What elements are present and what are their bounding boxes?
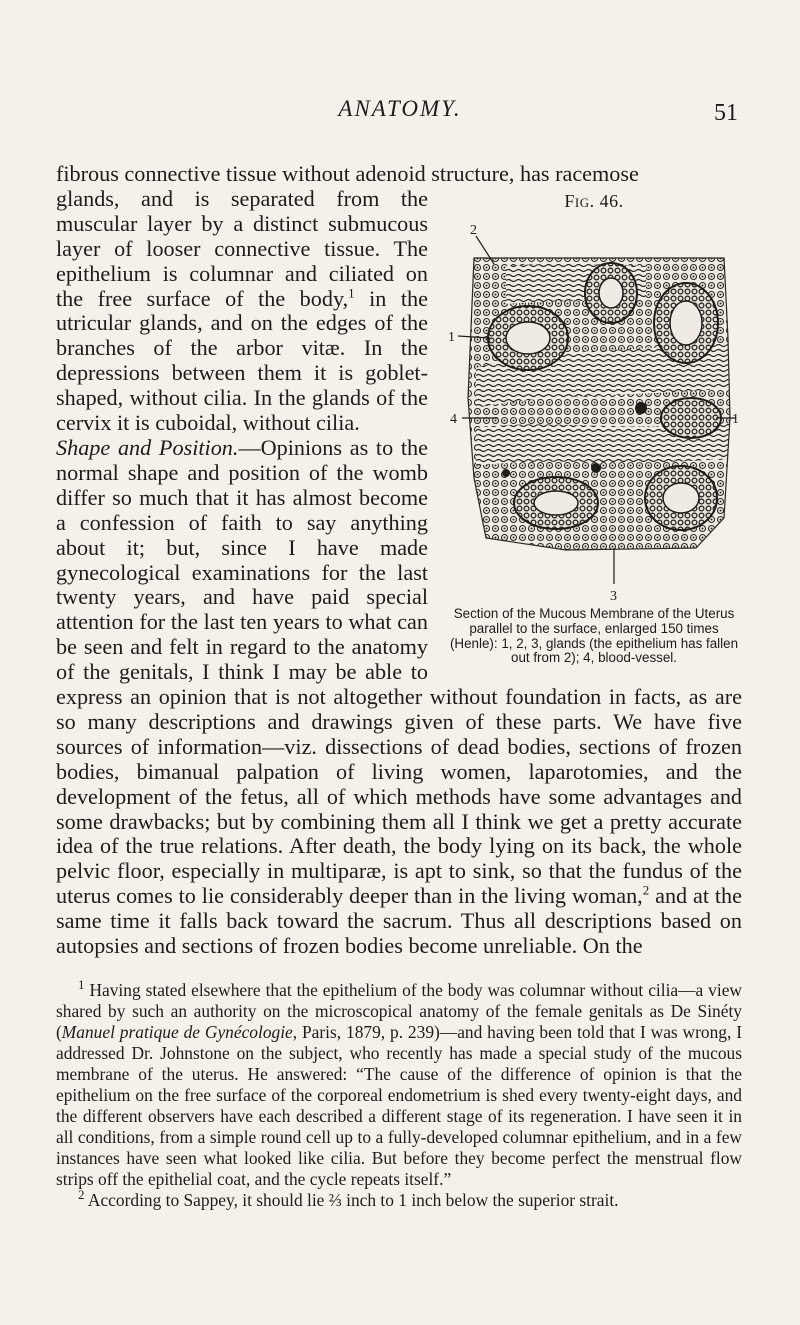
footnote-1-book-title: Manuel pratique de Gynécologie (61, 1022, 293, 1042)
main-text (56, 162, 742, 959)
paragraph-2-text: —Opinions as to the normal shape and position of the womb differ so much that it has almost become a confession of faith to say anything about it; but, since I have made gynecological examinations for the last twenty years, and have paid special attention for the last ten years to what can be seen and felt in regard to the anatomy of the genitals, I think I may be able to express an opinion that is not altogether without foundation in facts, as are so many descriptions and drawings given of these parts. We have five sources of information—viz. dissections of dead bodies, sections of frozen bodies, bimanual palpation of living women, laparotomies, and the development of the fetus, all of which methods have some advantages and some drawbacks; but by combining them all I think we get a pretty accurate idea of the true relations. After death, the body lying on its back, the whole pelvic floor, especially in multiparæ, is apt to sink, so that the fundus of the uterus comes to lie considerably deeper than in the living woman, (56, 434, 742, 909)
footnote-ref-2: 2 (642, 882, 650, 898)
figure-caption: Section of the Mucous Membrane of the Uterus parallel to the surface, enlarged 150 times (Henle): 1, 2, 3, glands (the epithelium has fallen out from 2); 4, blood-vessel. (449, 605, 739, 666)
figure-label: Fig. 46. (564, 190, 624, 211)
marker-1-right: 1 (732, 411, 739, 427)
footnote-1-number: 1 (78, 977, 85, 993)
marker-3: 3 (610, 588, 617, 604)
figure-46 (446, 187, 742, 677)
footnote-2-text: According to Sappey, it should lie ⅔ inch to 1 inch below the superior strait. (84, 1190, 619, 1210)
footnote-1-text-a: Having stated elsewhere that the epithelium of the body was columnar without cilia—a view shared by such an authority on the microscopical anatomy of the female genitals as De Sinéty ( (56, 980, 742, 1042)
paragraph-1-text: glands, and is separated from the muscular layer by a distinct submucous layer of looser connective tissue. The epithelium is columnar and ciliated on the free surface of the body, (56, 185, 428, 311)
marker-4: 4 (450, 411, 457, 427)
paragraph-1-rest: in the utricular glands, and on the edges of the branches of the arbor vitæ. In the depressions between them it is goblet-shaped, without cilia. In the glands of the cervix it is cuboidal, without cilia. (56, 285, 428, 436)
paragraph-2-rest: and at the same time it falls back toward the sacrum. Thus all descriptions based on autopsies and sections of frozen bodies become unreliable. On the (56, 883, 742, 959)
running-head: ANATOMY. (338, 96, 462, 121)
marker-2: 2 (470, 222, 477, 238)
footnote-1-text-b: , Paris, 1879, p. 239)—and having been told that I was wrong, I addressed Dr. Johnstone on the subject, who recently has made a special study of the mucous membrane of the uterus. He answered: “The cause of the difference of opinion is that the epithelium on the free surface of the corporeal endometrium is shed every twenty-eight days, and the different observers have each described a different stage of its regeneration. I have seen it in all conditions, from a simple round cell up to a fully-developed columnar epithelium, and in a few instances have seen what looked like cilia. But before they become perfect the menstrual flow strips off the epithelial coat, and the cycle repeats itself.” (56, 1022, 743, 1189)
marker-1: 1 (448, 329, 455, 345)
footnote-ref-1: 1 (348, 285, 355, 301)
footnotes (56, 977, 743, 1211)
footnote-2-number: 2 (78, 1187, 85, 1203)
first-line: fibrous connective tissue without adenoid structure, has racemose (56, 161, 639, 186)
footnote-1 (56, 977, 743, 1190)
histology-engraving (446, 218, 742, 604)
section-heading-shape-position: Shape and Position. (56, 434, 239, 460)
footnote-2 (56, 1187, 742, 1211)
page-number: 51 (714, 100, 738, 126)
page-header (0, 96, 800, 136)
mucous-membrane-illustration (446, 218, 742, 604)
